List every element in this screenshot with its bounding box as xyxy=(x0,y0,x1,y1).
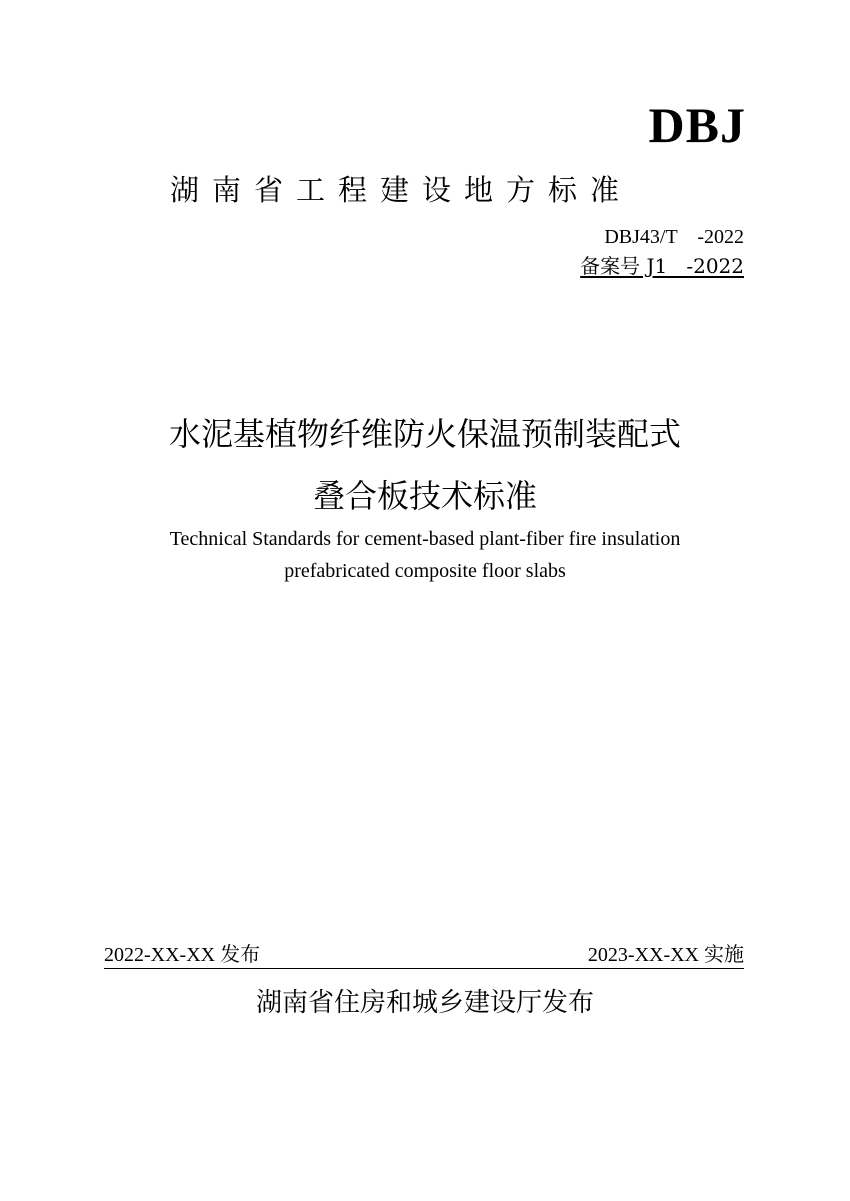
document-title-en-line-2: prefabricated composite floor slabs xyxy=(284,560,566,582)
standard-number: DBJ43/T -2022 xyxy=(604,226,744,248)
issuer-title: 湖南省工程建设地方标准 xyxy=(170,173,633,207)
implement-date: 2023-XX-XX 实施 xyxy=(587,944,744,966)
date-row xyxy=(104,942,744,969)
publisher: 湖南省住房和城乡建设厅发布 xyxy=(255,988,594,1018)
document-title-cn-line-2: 叠合板技术标准 xyxy=(312,477,537,515)
document-title-en-line-1: Technical Standards for cement-based plant-fiber fire insulation xyxy=(169,528,681,550)
record-number: 备案号 J1 -2022 xyxy=(580,254,744,278)
document-title-cn-line-1: 水泥基植物纤维防火保温预制装配式 xyxy=(168,415,681,453)
standard-code-mark: DBJ xyxy=(648,97,746,153)
publish-date: 2022-XX-XX 发布 xyxy=(104,944,261,966)
